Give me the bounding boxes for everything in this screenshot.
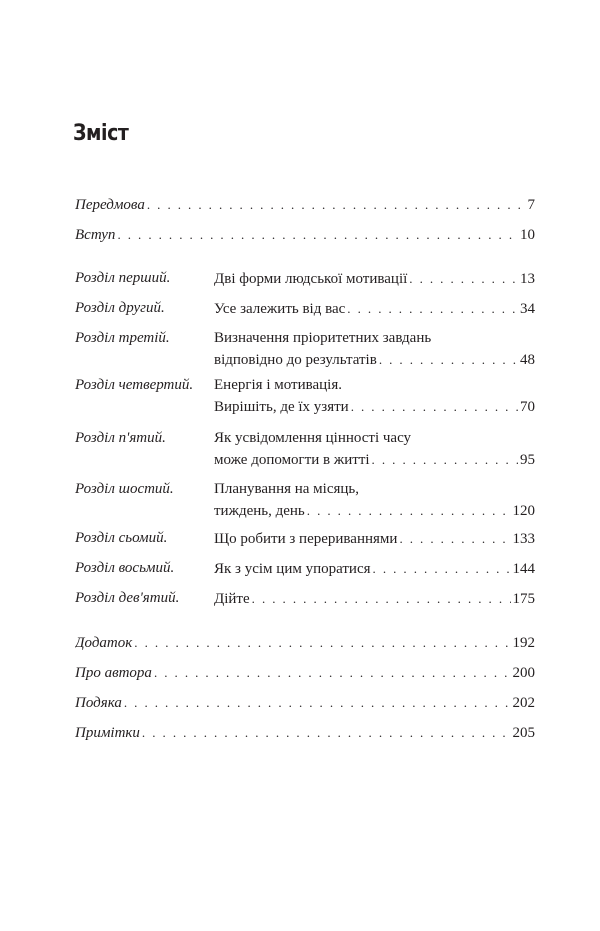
toc-entry-front (75, 224, 535, 246)
chapter-title: Що робити з перериваннями (214, 531, 398, 547)
toc-entry-label: Вступ (75, 227, 116, 243)
chapter-label: Розділ перший. (75, 270, 171, 286)
chapter-title-line: Планування на місяць, (214, 481, 360, 497)
dot-leader (347, 298, 518, 319)
toc-entry-label: Примітки (75, 725, 140, 741)
dot-leader (117, 224, 518, 245)
toc-entry-page: 202 (512, 695, 535, 711)
dot-leader (134, 632, 510, 653)
dot-leader (154, 662, 511, 683)
chapter-title: може допомогти в житті (214, 452, 370, 468)
toc-entry-page: 200 (512, 665, 535, 681)
toc-entry-page: 13 (520, 271, 535, 287)
chapter-label: Розділ сьомий. (75, 530, 168, 546)
toc-entry-page: 205 (512, 725, 535, 741)
toc-entry-page: 48 (520, 352, 535, 368)
toc-entry-back (75, 722, 535, 744)
dot-leader (379, 349, 518, 370)
dot-leader (399, 528, 510, 549)
toc-entry-page: 7 (527, 197, 535, 213)
dot-leader (142, 722, 511, 743)
toc-entry-back (75, 692, 535, 714)
toc-entry-chapter (75, 268, 535, 289)
chapter-title-line: Енергія і мотивація. (214, 377, 342, 393)
toc-entry-chapter (75, 328, 535, 370)
toc-entry-chapter (75, 428, 535, 470)
chapter-title: тиждень, день (214, 503, 305, 519)
dot-leader (372, 449, 518, 470)
chapter-label: Розділ восьмий. (75, 560, 175, 576)
chapter-label: Розділ третій. (75, 330, 170, 346)
toc-entry-label: Про автора (75, 665, 152, 681)
toc-entry-chapter (75, 375, 535, 417)
toc-entry-page: 192 (512, 635, 535, 651)
toc-entry-chapter (75, 528, 535, 549)
chapter-title: Як з усім цим упоратися (214, 561, 371, 577)
chapter-title: Вирішіть, де їх узяти (214, 399, 349, 415)
toc-entry-page: 70 (520, 399, 535, 415)
chapter-title: Дійте (214, 591, 250, 607)
toc-entry-chapter (75, 588, 535, 609)
chapter-label: Розділ другий. (75, 300, 165, 316)
toc-entry-page: 133 (512, 531, 535, 547)
page-title: Зміст (73, 121, 129, 146)
toc-entry-page: 144 (512, 561, 535, 577)
toc-entry-label: Додаток (75, 635, 133, 651)
toc-entry-page: 34 (520, 301, 535, 317)
chapter-label: Розділ четвертий. (75, 377, 194, 393)
toc-entry-chapter (75, 558, 535, 579)
toc-entry-page: 95 (520, 452, 535, 468)
toc-entry-label: Передмова (75, 197, 145, 213)
toc-entry-page: 120 (512, 503, 535, 519)
dot-leader (409, 268, 518, 289)
toc-entry-back (75, 662, 535, 684)
chapter-title-line: Як усвідомлення цінності часу (214, 430, 412, 446)
toc-entry-chapter (75, 298, 535, 319)
dot-leader (373, 558, 511, 579)
toc-entry-page: 10 (520, 227, 535, 243)
toc-entry-back (75, 632, 535, 654)
chapter-label: Розділ дев'ятий. (75, 590, 180, 606)
chapter-title: відповідно до результатів (214, 352, 377, 368)
chapter-title-line: Визначення пріоритетних завдань (214, 330, 432, 346)
toc-entry-label: Подяка (75, 695, 122, 711)
chapter-title: Усе залежить від вас (214, 301, 346, 317)
dot-leader (147, 194, 526, 215)
toc-entry-chapter (75, 479, 535, 521)
chapter-label: Розділ п'ятий. (75, 430, 166, 446)
dot-leader (124, 692, 511, 713)
dot-leader (307, 500, 511, 521)
dot-leader (351, 396, 518, 417)
chapter-title: Дві форми людської мотивації (214, 271, 408, 287)
toc-entry-front (75, 194, 535, 216)
chapter-label: Розділ шостий. (75, 481, 174, 497)
toc-entry-page: 175 (512, 591, 535, 607)
dot-leader (252, 588, 511, 609)
